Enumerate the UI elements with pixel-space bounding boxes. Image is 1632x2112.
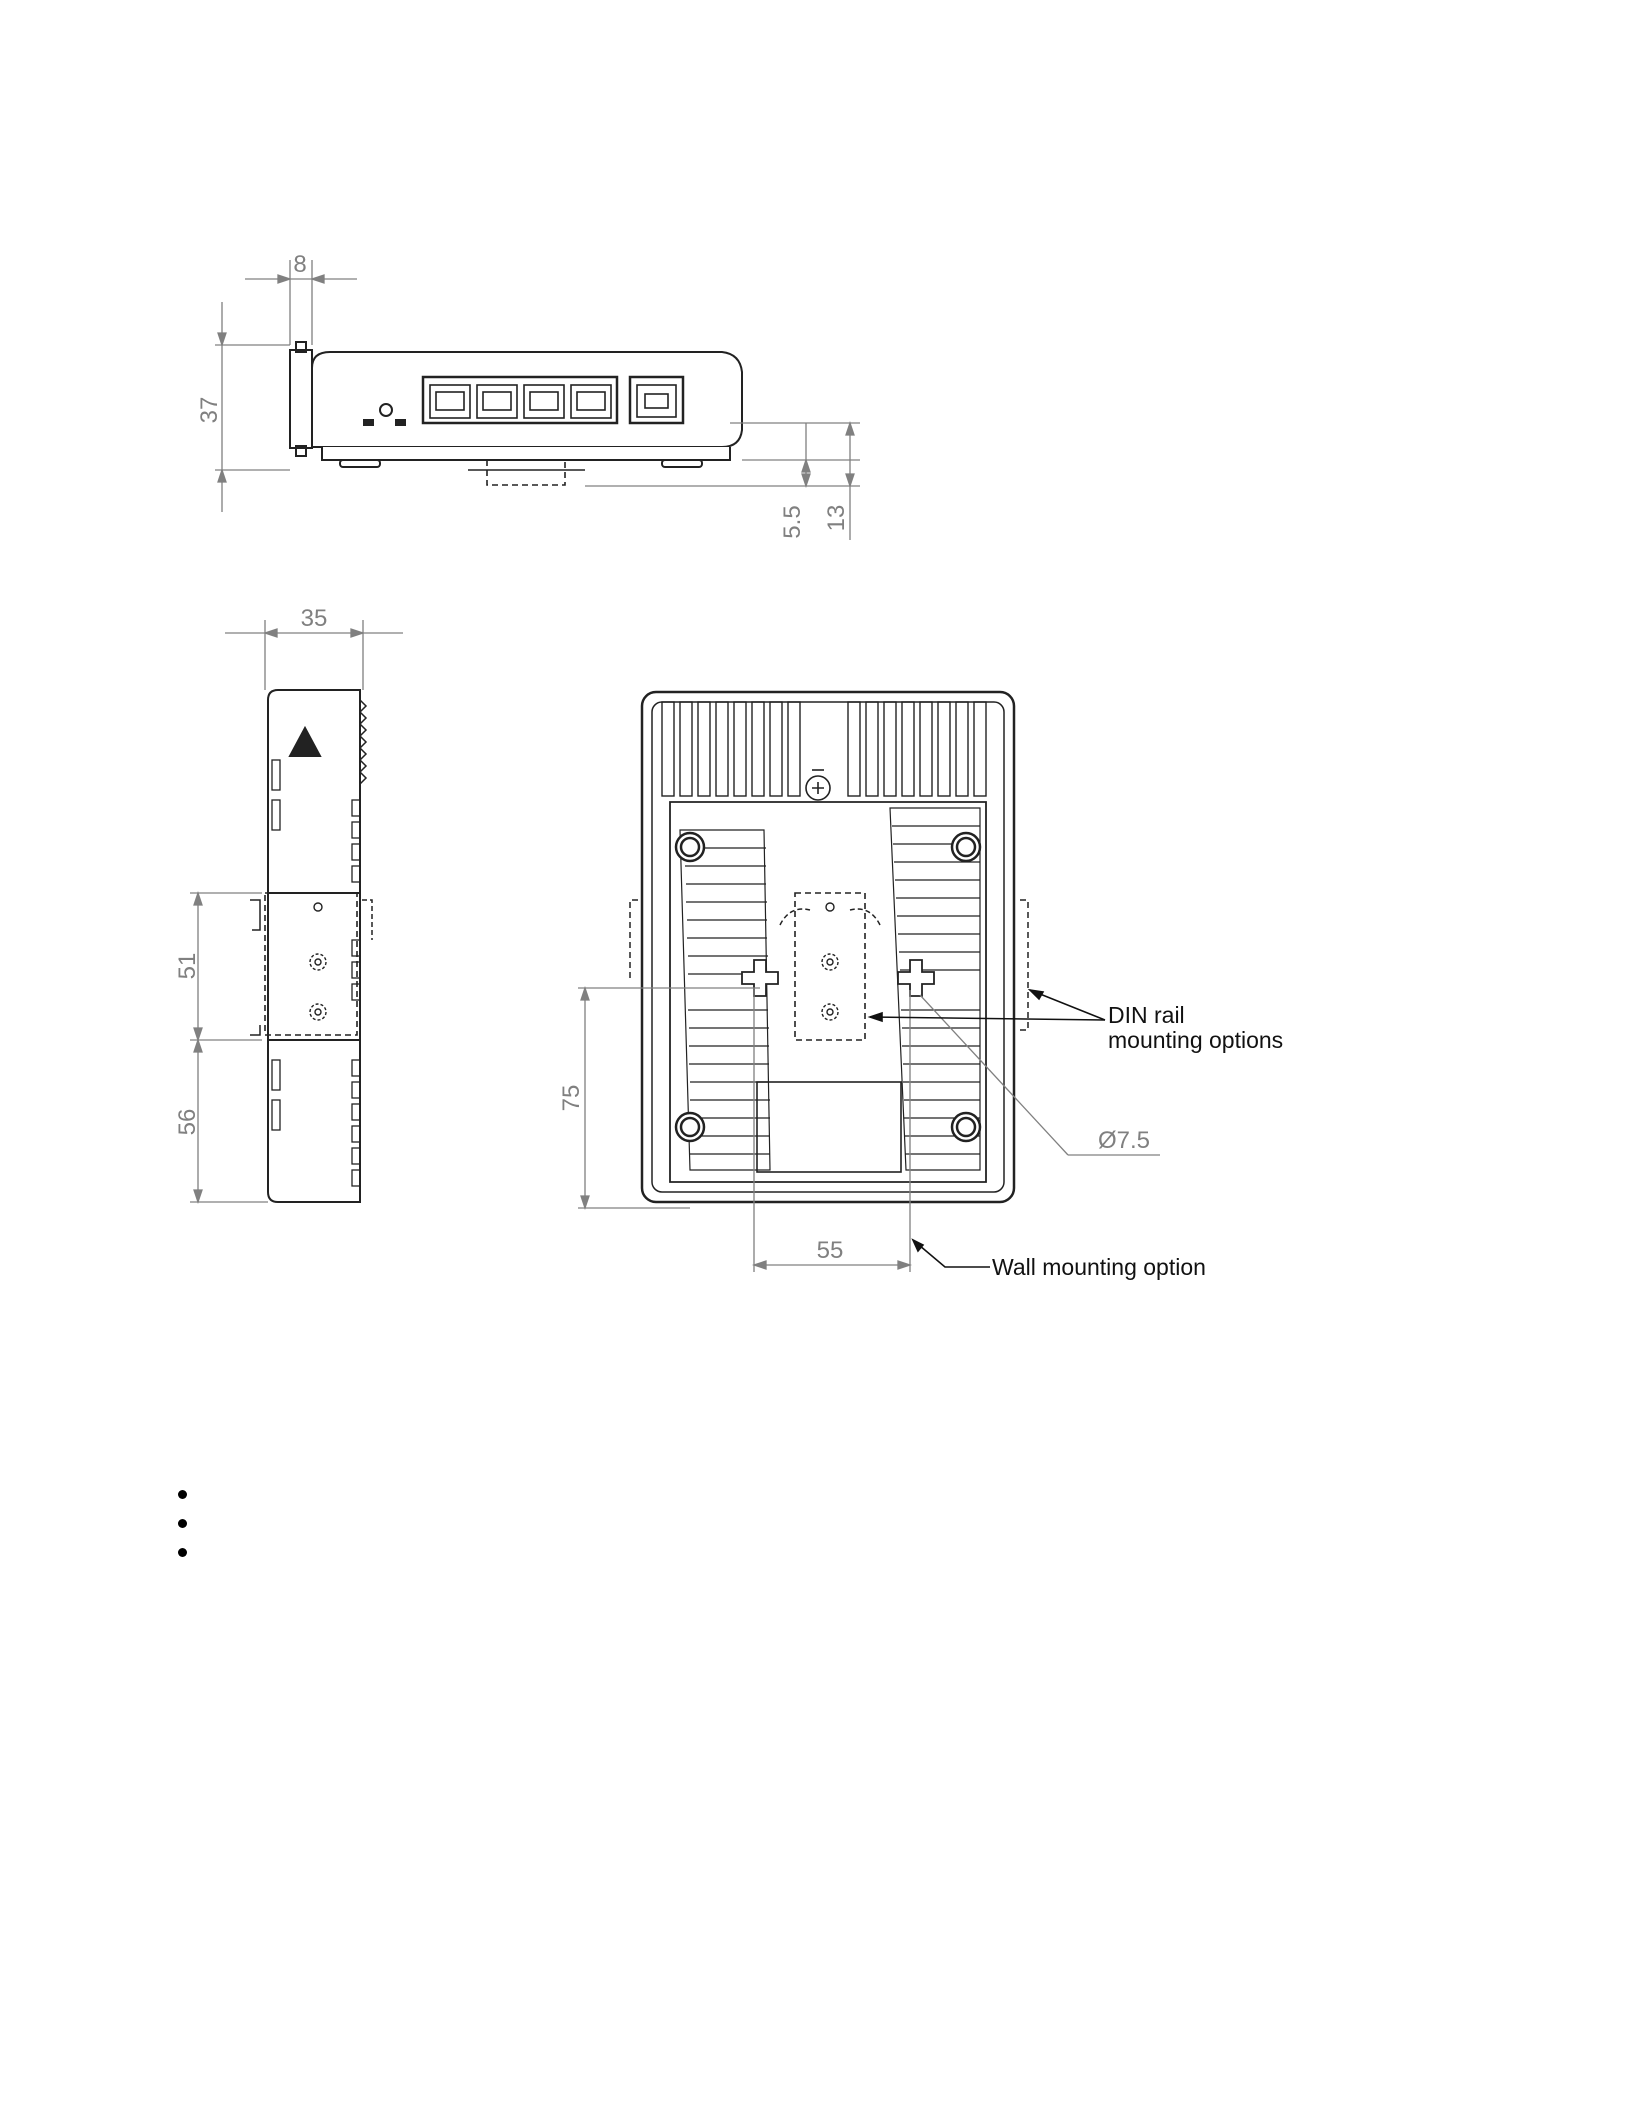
- dim-port-to-base: 13: [823, 504, 850, 532]
- din-rail-label-line2: mounting options: [1108, 1027, 1284, 1053]
- dim-hole-diameter: Ø7.5: [1098, 1127, 1151, 1154]
- dim-horizontal-hole-spacing: 55: [816, 1237, 844, 1264]
- dim-flange-width: 8: [293, 251, 307, 278]
- rear-view: [630, 692, 1028, 1202]
- dim-lower-spacing: 56: [174, 1108, 201, 1136]
- bullet-list: [178, 1482, 188, 1569]
- list-item: [178, 1482, 188, 1511]
- din-rail-label-line1: DIN rail: [1108, 1002, 1185, 1028]
- dim-vertical-hole-spacing: 75: [558, 1084, 585, 1112]
- wall-mounting-label: Wall mounting option: [992, 1254, 1206, 1280]
- side-view: [250, 690, 372, 1202]
- list-item: [178, 1511, 188, 1540]
- front-view: [290, 342, 742, 485]
- list-item: [178, 1540, 188, 1569]
- dim-upper-hole-spacing: 51: [174, 952, 201, 980]
- dim-depth: 35: [300, 605, 328, 632]
- dim-foot-offset: 5.5: [779, 505, 806, 539]
- dim-height: 37: [196, 396, 223, 424]
